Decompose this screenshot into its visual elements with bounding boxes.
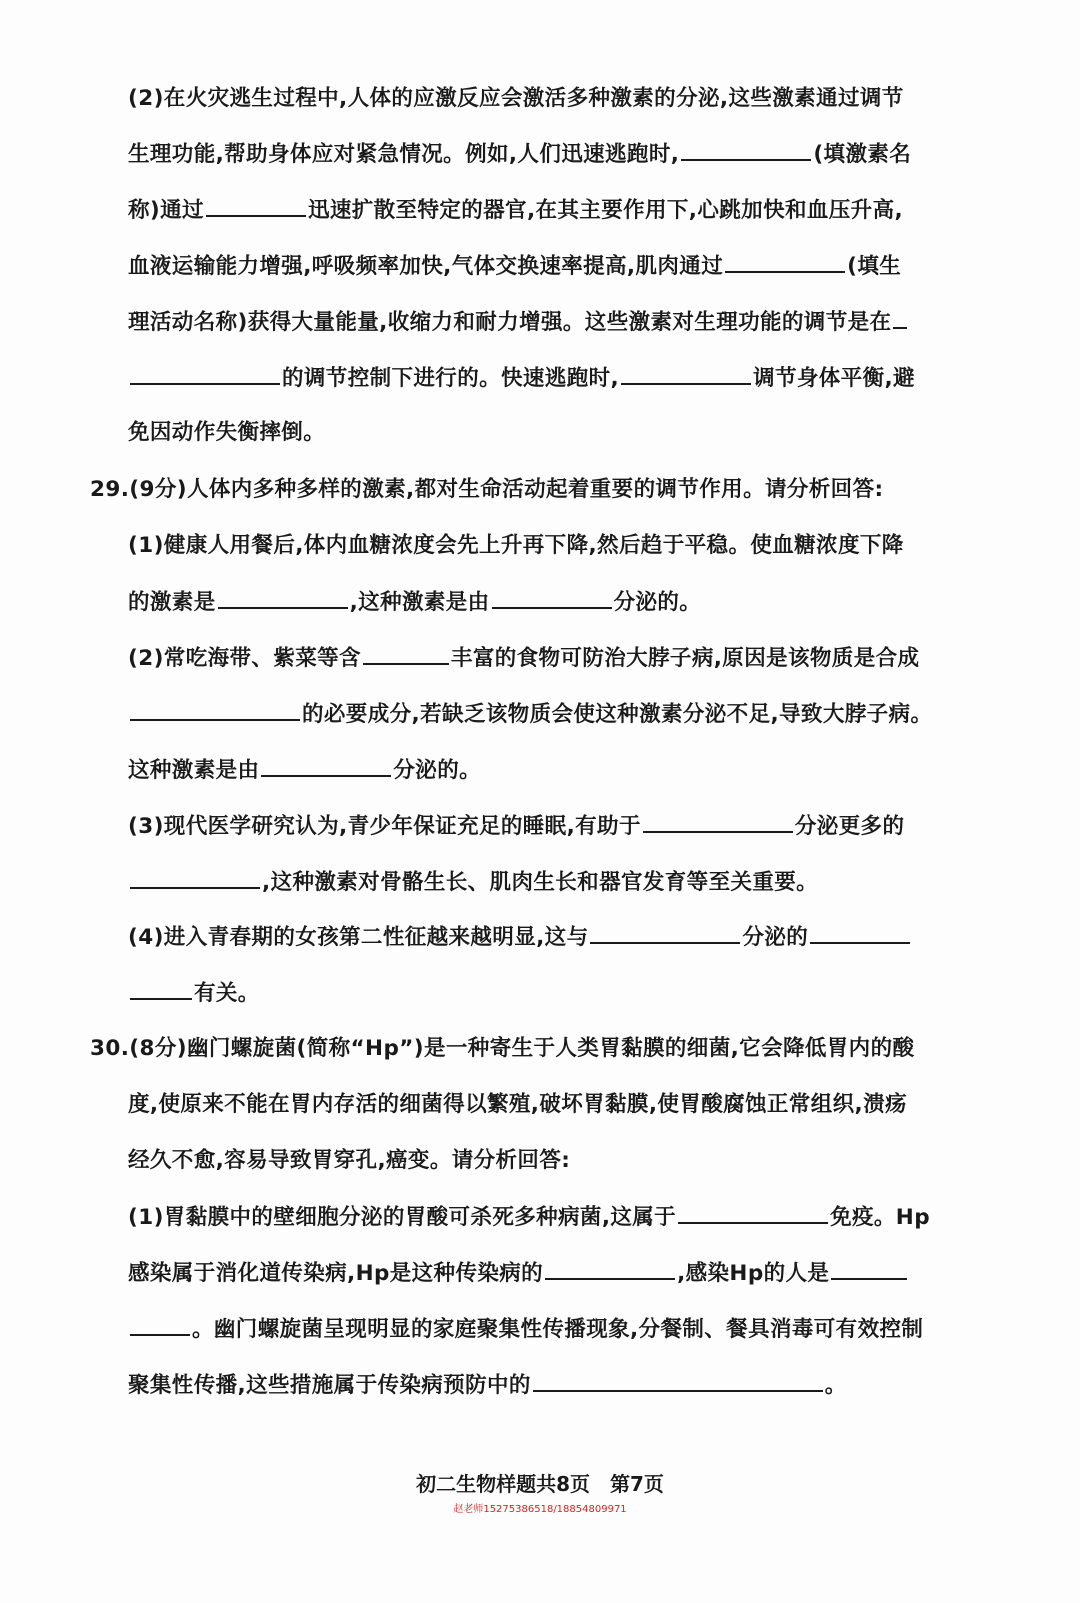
q30-1-text-4a: 聚集性传播,这些措施属于传染病预防中的 [128, 1373, 531, 1398]
answer-blank[interactable] [678, 1202, 828, 1224]
q29-2-line-3 [128, 755, 481, 786]
q28-2-text-1: (2)在火灾逃生过程中,人体的应激反应会激活多种激素的分泌,这些激素通过调节 [128, 86, 904, 111]
page-footer [0, 1470, 1080, 1498]
q30-header-text: 30.(8分)幽门螺旋菌(简称“Hp”)是一种寄生于人类胃黏膜的细菌,它会降低胃内的酸 [90, 1036, 915, 1061]
q29-header-text: 29.(9分)人体内多种多样的激素,都对生命活动起着重要的调节作用。请分析回答: [90, 477, 884, 502]
q30-1-text-3a: 。幽门螺旋菌呈现明显的家庭聚集性传播现象,分餐制、餐具消毒可有效控制 [192, 1317, 924, 1342]
q29-4-text-1b: 分泌的 [742, 925, 809, 950]
q28-2-text-3b: 迅速扩散至特定的器官,在其主要作用下,心跳加快和血压升高, [307, 198, 904, 223]
q29-2-line-1 [128, 643, 919, 674]
q29-1-text-2c: 分泌的。 [613, 590, 702, 615]
q30-text-3: 经久不愈,容易导致胃穿孔,癌变。请分析回答: [128, 1148, 571, 1173]
answer-blank[interactable] [130, 867, 260, 889]
q29-4-line-2 [128, 978, 260, 1009]
answer-blank[interactable] [590, 922, 740, 944]
q30-1-line-4 [128, 1370, 847, 1401]
q30-line-3 [128, 1146, 570, 1176]
q28-2-line-1 [128, 84, 904, 114]
answer-blank[interactable] [725, 251, 845, 273]
answer-blank[interactable] [130, 363, 280, 385]
q30-1-text-4b: 。 [824, 1373, 847, 1398]
q29-1-text-2a: 的激素是 [128, 590, 216, 615]
q28-2-text-2b: (填激素名 [813, 142, 912, 167]
q29-1-text-2b: ,这种激素是由 [349, 590, 490, 615]
answer-blank[interactable] [261, 755, 391, 777]
q29-3-text-1b: 分泌更多的 [794, 814, 905, 839]
q28-2-line-3 [128, 195, 903, 226]
q29-4-text-1a: (4)进入青春期的女孩第二性征越来越明显,这与 [128, 925, 589, 950]
q28-2-line-4 [128, 251, 901, 282]
q29-2-text-2a: 的必要成分,若缺乏该物质会使这种激素分泌不足,导致大脖子病。 [302, 702, 933, 727]
q29-3-line-1 [128, 811, 904, 842]
answer-blank[interactable] [533, 1370, 823, 1392]
answer-blank[interactable] [681, 139, 811, 161]
q30-text-2: 度,使原来不能在胃内存活的细菌得以繁殖,破坏胃黏膜,使胃酸腐蚀正常组织,溃疡 [128, 1092, 907, 1117]
q29-3-text-1a: (3)现代医学研究认为,青少年保证充足的睡眠,有助于 [128, 814, 641, 839]
q29-1-line-1 [128, 531, 904, 561]
footer-page-info: 初二生物样题共8页 第7页 [416, 1472, 664, 1496]
answer-blank[interactable] [893, 307, 907, 329]
q30-1-text-2b: ,感染Hp的人是 [677, 1261, 830, 1286]
answer-blank[interactable] [363, 643, 449, 665]
q28-2-text-4b: (填生 [847, 254, 902, 279]
answer-blank[interactable] [130, 978, 192, 1000]
answer-blank[interactable] [621, 363, 751, 385]
answer-blank[interactable] [643, 811, 793, 833]
q28-2-text-3a: 称)通过 [128, 198, 204, 223]
q28-2-line-7 [128, 418, 325, 448]
q29-2-text-3a: 这种激素是由 [128, 758, 260, 783]
answer-blank[interactable] [130, 699, 300, 721]
q30-1-line-3 [128, 1314, 923, 1345]
q29-header [90, 475, 883, 505]
q28-2-text-4a: 血液运输能力增强,呼吸频率加快,气体交换速率提高,肌肉通过 [128, 254, 724, 279]
answer-blank[interactable] [206, 195, 306, 217]
q30-header [90, 1034, 914, 1064]
answer-blank[interactable] [810, 922, 910, 944]
q29-2-text-1a: (2)常吃海带、紫菜等含 [128, 646, 361, 671]
q29-4-line-1 [128, 922, 912, 953]
answer-blank[interactable] [492, 587, 612, 609]
q30-1-line-1 [128, 1202, 930, 1233]
q29-2-line-2 [128, 699, 932, 730]
q30-1-text-1a: (1)胃黏膜中的壁细胞分泌的胃酸可杀死多种病菌,这属于 [128, 1205, 677, 1230]
q28-2-text-6a: 的调节控制下进行的。快速逃跑时, [282, 366, 620, 391]
q28-2-line-6 [128, 363, 915, 394]
q28-2-line-2 [128, 139, 911, 170]
q28-2-text-6b: 调节身体平衡,避 [753, 366, 915, 391]
answer-blank[interactable] [831, 1258, 907, 1280]
q29-4-text-2a: 有关。 [194, 981, 260, 1006]
q28-2-text-2a: 生理功能,帮助身体应对紧急情况。例如,人们迅速逃跑时, [128, 142, 680, 167]
q28-2-text-7: 免因动作失衡摔倒。 [128, 420, 326, 445]
q29-2-text-3b: 分泌的。 [393, 758, 482, 783]
footer-contact-text: 赵老师15275386518/18854809971 [453, 1504, 627, 1515]
q29-1-text-1: (1)健康人用餐后,体内血糖浓度会先上升再下降,然后趋于平稳。使血糖浓度下降 [128, 533, 904, 558]
q30-1-line-2 [128, 1258, 909, 1289]
answer-blank[interactable] [218, 587, 348, 609]
q29-1-line-2 [128, 587, 701, 618]
q28-2-text-5a: 理活动名称)获得大量能量,收缩力和耐力增强。这些激素对生理功能的调节是在 [128, 310, 892, 335]
q30-1-text-1b: 免疫。Hp [830, 1205, 930, 1230]
q30-1-text-2a: 感染属于消化道传染病,Hp是这种传染病的 [128, 1261, 544, 1286]
q29-3-line-2 [128, 867, 818, 898]
answer-blank[interactable] [130, 1314, 190, 1336]
q30-line-2 [128, 1090, 907, 1120]
answer-blank[interactable] [545, 1258, 675, 1280]
q29-3-text-2a: ,这种激素对骨骼生长、肌肉生长和器官发育等至关重要。 [262, 870, 819, 895]
q28-2-line-5 [128, 307, 909, 338]
q29-2-text-1b: 丰富的食物可防治大脖子病,原因是该物质是合成 [450, 646, 920, 671]
footer-contact-note [0, 1503, 1080, 1517]
